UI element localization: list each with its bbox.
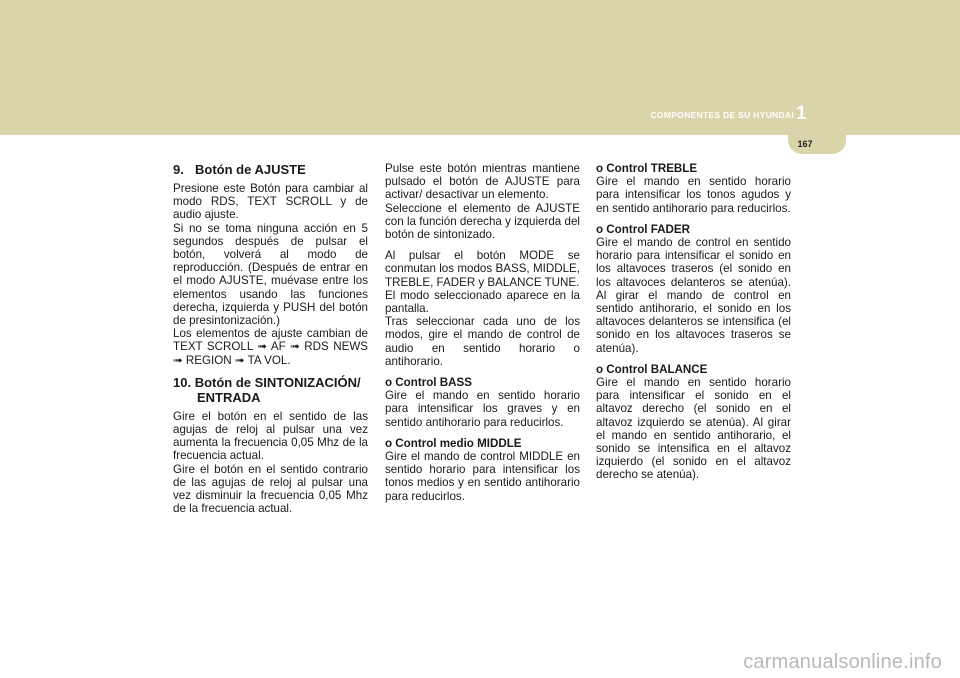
paragraph: Gire el botón en el sentido de las agujas de reloj al pulsar una vez aumenta la frecuencia 0,05 Mhz de la frecuencia actual. xyxy=(173,409,368,463)
subsection-fader xyxy=(596,223,791,355)
subsection-title: o Control BASS xyxy=(385,376,472,390)
subsection-title: o Control BALANCE xyxy=(596,362,708,376)
paragraph: Gire el botón en el sentido contrario de las agujas de reloj al pulsar una vez disminuir la frecuencia 0,05 Mhz de la frecuencia actual. xyxy=(173,462,368,516)
subsection-treble xyxy=(596,162,791,215)
subsection-title: o Control medio MIDDLE xyxy=(385,436,522,450)
heading-number: 9. xyxy=(173,162,184,177)
header-band xyxy=(0,0,960,135)
column-left xyxy=(173,162,368,523)
section-title: COMPONENTES DE SU HYUNDAI xyxy=(650,110,794,120)
chapter-number: 1 xyxy=(796,103,807,124)
heading-text: Botón de AJUSTE xyxy=(195,162,306,177)
paragraph: Seleccione el elemento de AJUSTE con la función derecha y izquierda del botón de sintonizado. xyxy=(385,201,580,242)
paragraph: Presione este Botón para cambiar al modo RDS, TEXT SCROLL y de audio ajuste. xyxy=(173,182,368,222)
subsection-text: Gire el mando de control MIDDLE en sentido horario para intensificar los tonos medios y en sentido antihorario para reducirlos. xyxy=(385,450,580,503)
subsection-bass xyxy=(385,376,580,429)
subsection-balance xyxy=(596,363,791,482)
paragraph: Si no se toma ninguna acción en 5 segundos después de pulsar el botón, volverá al modo de reproducción. (Después de entrar en el modo AJUSTE, muévase entre los elementos usando las funciones derecha, izquierda y PUSH del botón de presintonización.) xyxy=(173,221,368,328)
column-middle xyxy=(385,162,580,511)
paragraph: Tras seleccionar cada uno de los modos, gire el mando de control de audio en sentido horario o antihorario. xyxy=(385,315,580,368)
subsection-text: Gire el mando en sentido horario para intensificar los tonos agudos y en sentido antihorario para reducirlos. xyxy=(596,175,791,215)
paragraph: Los elementos de ajuste cambian de TEXT SCROLL ➟ AF ➟ RDS NEWS ➟ REGION ➟ TA VOL. xyxy=(173,327,368,367)
heading-sintonizacion xyxy=(173,375,368,405)
paragraph: Al pulsar el botón MODE se conmutan los modos BASS, MIDDLE, TREBLE, FADER y BALANCE TUNE. xyxy=(385,249,580,289)
watermark[interactable]: carmanualsonline.info xyxy=(743,651,942,673)
heading-ajuste xyxy=(173,162,368,177)
heading-text: Botón de SINTONIZACIÓN/ ENTRADA xyxy=(194,374,361,405)
paragraph: El modo seleccionado aparece en la pantalla. xyxy=(385,288,580,316)
subsection-middle xyxy=(385,437,580,503)
subsection-text: Gire el mando de control en sentido horario para intensificar el sonido en los altavoces traseros (el sonido en los altavoces delanteros se atenúa). Al girar el mando de control en sentido antihorario, el sonido en los altavoces delanteros se intensifica (el sonido en los altavoces traseros se atenúa). xyxy=(596,236,791,355)
subsection-text: Gire el mando en sentido horario para intensificar el sonido en el altavoz derecho (el sonido en el altavoz izquierdo se atenúa). Al girar el mando en sentido antihorario, el sonido se intensifica en el altavoz izquierdo (el sonido en el altavoz derecho se atenúa). xyxy=(596,376,791,482)
subsection-title: o Control FADER xyxy=(596,222,691,236)
subsection-text: Gire el mando en sentido horario para intensificar los graves y en sentido antihorario para reducirlos. xyxy=(385,389,580,429)
page-number: 167 xyxy=(797,139,813,149)
heading-number: 10. xyxy=(173,374,192,390)
column-right xyxy=(596,162,791,490)
paragraph: Pulse este botón mientras mantiene pulsado el botón de AJUSTE para activar/ desactivar un elemento. xyxy=(385,162,580,202)
subsection-title: o Control TREBLE xyxy=(596,162,698,175)
